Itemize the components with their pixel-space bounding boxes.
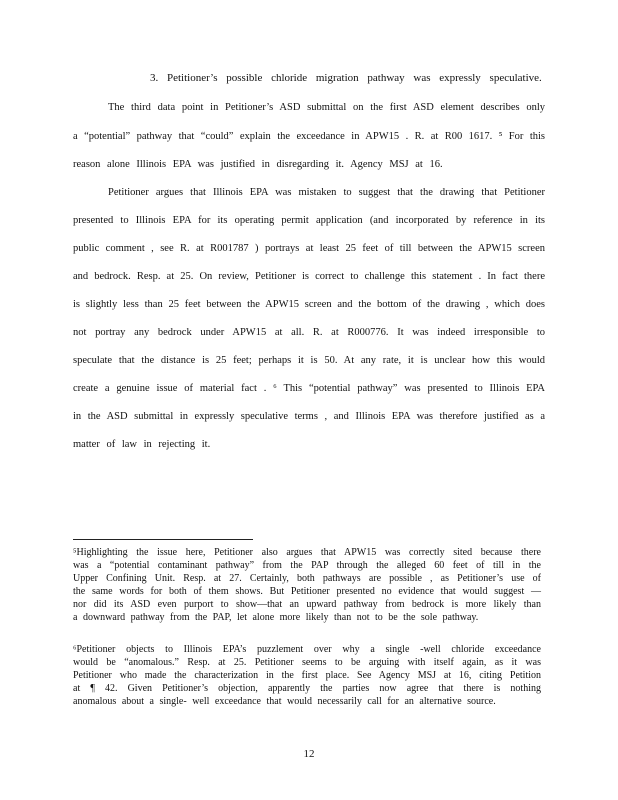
paragraph-2-line-10: matter of law in rejecting it. [73,439,211,450]
footnote-5-line-1: ⁵Highlighting the issue here, Petitioner also argues that APW15 was correctly sited because there [73,547,541,558]
paragraph-2-line-7: speculate that the distance is 25 feet; perhaps it is 50. At any rate, it is unclear how this would [73,355,545,366]
page-number: 12 [303,748,315,760]
footnote-6-line-3: Petitioner who made the characterization in the first place. See Agency MSJ at 16, citing Petition [73,670,541,681]
paragraph-2-line-2: presented to Illinois EPA for its operating permit application (and incorporated by reference in its [73,215,545,226]
paragraph-2-line-8: create a genuine issue of material fact . ⁶ This “potential pathway” was presented to Illinois EPA [73,383,545,394]
paragraph-1-line-1: The third data point in Petitioner’s ASD submittal on the first ASD element describes only [108,102,545,113]
footnote-5-line-6: a downward pathway from the PAP, let alone more likely than not to be the sole pathway. [73,612,479,623]
footnote-5-line-3: Upper Confining Unit. Resp. at 27. Certainly, both pathways are possible , as Petitioner’s use of [73,573,541,584]
paragraph-2-line-1: Petitioner argues that Illinois EPA was mistaken to suggest that the drawing that Petitioner [108,187,545,198]
paragraph-2-line-9: in the ASD submittal in expressly speculative terms , and Illinois EPA was therefore justified as a [73,411,545,422]
paragraph-1-line-3: reason alone Illinois EPA was justified in disregarding it. Agency MSJ at 16. [73,159,443,170]
paragraph-1-line-2: a “potential” pathway that “could” explain the exceedance in APW15 . R. at R00 1617. ⁵ For this [73,131,545,142]
footnote-6-line-1: ⁶Petitioner objects to Illinois EPA’s puzzlement over why a single -well chloride exceedance [73,644,541,655]
paragraph-2-line-4: and bedrock. Resp. at 25. On review, Petitioner is correct to challenge this statement . In fact there [73,271,545,282]
paragraph-2-line-3: public comment , see R. at R001787 ) portrays at least 25 feet of till between the APW15 screen [73,243,545,254]
section-heading: 3. Petitioner’s possible chloride migration pathway was expressly speculative. [150,72,542,84]
footnote-5-line-5: nor did its ASD even purport to show—that an upward pathway from bedrock is more likely than [73,599,541,610]
footnote-6-line-5: anomalous about a single- well exceedance that would necessarily call for an alternative source. [73,696,496,707]
footnote-separator [73,539,253,540]
footnote-6-line-2: would be “anomalous.” Resp. at 25. Petitioner seems to be arguing with itself again, as it was [73,657,541,668]
footnote-6-line-4: at ¶ 42. Given Petitioner’s objection, apparently the parties now agree that there is nothing [73,683,541,694]
footnote-5-line-2: was a “potential contaminant pathway” from the PAP through the alleged 60 feet of till in the [73,560,541,571]
paragraph-2-line-6: not portray any bedrock under APW15 at all. R. at R000776. It was indeed irresponsible to [73,327,545,338]
footnote-5-line-4: the same words for both of them shows. But Petitioner presented no evidence that would suggest — [73,586,541,597]
paragraph-2-line-5: is slightly less than 25 feet between the APW15 screen and the bottom of the drawing , which does [73,299,545,310]
